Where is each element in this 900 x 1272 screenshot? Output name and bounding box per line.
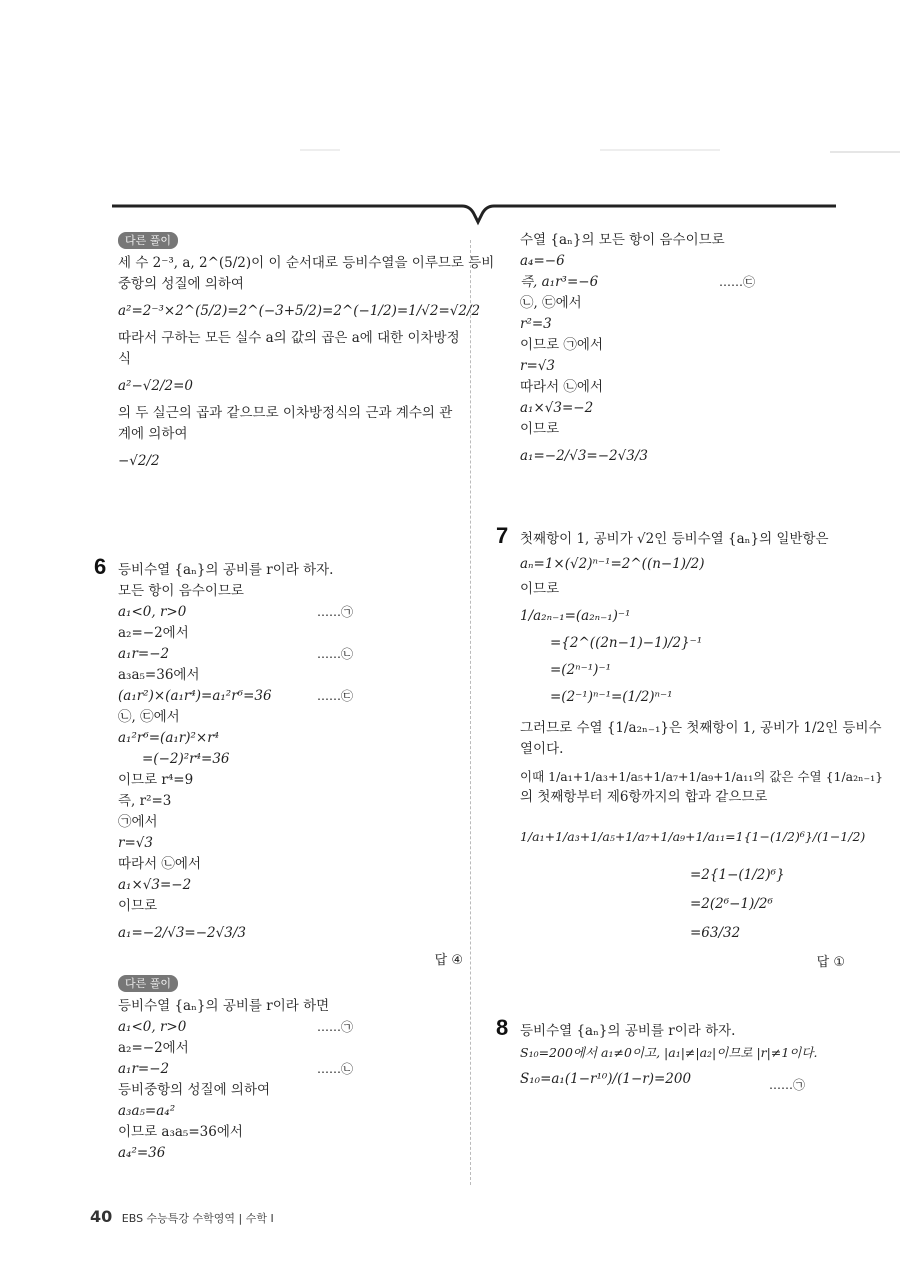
formula-line: a₁<0, r>0	[118, 604, 187, 620]
ref-mark: ……㉡	[316, 1062, 353, 1076]
text-line: 그러므로 수열 {1/a₂ₙ₋₁}은 첫째항이 1, 공비가 1/2인 등비수	[520, 720, 882, 736]
text-line: 따라서 ㉡에서	[118, 856, 201, 872]
alt-solution-2	[118, 973, 463, 1164]
formula-line: a₁²r⁶=(a₁r)²×r⁴	[118, 730, 220, 746]
formula-line: =2(2⁶−1)/2⁶	[690, 896, 773, 912]
formula-line: a₁r=−2	[118, 646, 170, 662]
text-line: 첫째항이 1, 공비가 √2인 등비수열 {aₙ}의 일반항은	[520, 531, 829, 547]
text-line: 이므로	[520, 581, 560, 597]
formula-line: 1/a₁+1/a₃+1/a₅+1/a₇+1/a₉+1/a₁₁=1{1−(1/2)⁶}/(1−1/2)	[520, 829, 866, 844]
formula-line: =2{1−(1/2)⁶}	[690, 867, 785, 883]
answer-label: 답 ①	[816, 955, 845, 970]
formula-line: r=√3	[520, 358, 555, 374]
formula-line: =63/32	[690, 925, 741, 941]
text-line: 따라서 ㉡에서	[520, 379, 603, 395]
text-line: 계에 의하여	[118, 426, 188, 442]
ref-mark: ……㉡	[316, 647, 353, 661]
formula-line: 1/a₂ₙ₋₁=(a₂ₙ₋₁)⁻¹	[520, 608, 631, 624]
formula-line: r²=3	[520, 316, 552, 332]
text-line: 의 두 실근의 곱과 같으므로 이차방정식의 근과 계수의 관	[118, 405, 453, 421]
right-column	[496, 230, 884, 1096]
text-line: 등비수열 {aₙ}의 공비를 r이라 하면	[118, 998, 330, 1014]
ref-mark: ……㉠	[316, 1020, 353, 1034]
problem-number: 8	[496, 1015, 509, 1040]
formula-line: a₁<0, r>0	[118, 1019, 187, 1035]
text-line: 이므로	[118, 898, 158, 914]
column-divider	[470, 240, 471, 1185]
text-line: 등비수열 {aₙ}의 공비를 r이라 하자.	[520, 1023, 736, 1039]
text-line: 식	[118, 351, 132, 367]
problem-8	[496, 1015, 865, 1092]
formula-line: a₄=−6	[520, 253, 565, 269]
alt-solution-tag: 다른 풀이	[118, 975, 178, 992]
text-line: a₃a₅=36에서	[118, 667, 200, 683]
formula-line: =(2⁻¹)ⁿ⁻¹=(1/2)ⁿ⁻¹	[550, 689, 673, 705]
text-line: 모든 항이 음수이므로	[118, 583, 244, 599]
footer-text: EBS 수능특강 수학영역 | 수학 Ⅰ	[121, 1212, 274, 1225]
formula-line: =(2ⁿ⁻¹)⁻¹	[550, 662, 611, 678]
formula-line: S₁₀=a₁(1−r¹⁰)/(1−r)=200	[520, 1071, 692, 1087]
formula-line: a₃a₅=a₄²	[118, 1103, 176, 1119]
page-footer	[90, 1207, 274, 1226]
formula-line: a₁r=−2	[118, 1061, 170, 1077]
page-number: 40	[90, 1207, 113, 1226]
text-line: 열이다.	[520, 741, 564, 757]
formula-line: a₄²=36	[118, 1145, 166, 1161]
alt-solution-tag: 다른 풀이	[118, 232, 178, 249]
ref-mark: ……㉠	[768, 1078, 805, 1092]
formula-line: a²−√2/2=0	[118, 378, 194, 394]
header-rule	[0, 0, 900, 230]
text-line: 등비중항의 성질에 의하여	[118, 1082, 271, 1098]
text-line: a₂=−2에서	[118, 1040, 189, 1056]
formula-line: a²=2⁻³×2^(5/2)=2^(−3+5/2)=2^(−1/2)=1/√2=√2/2	[118, 303, 481, 319]
problem-6	[94, 554, 463, 971]
formula-line: (a₁r²)×(a₁r⁴)=a₁²r⁶=36	[118, 688, 272, 704]
text-line: 등비수열 {aₙ}의 공비를 r이라 하자.	[118, 562, 334, 578]
answer-label: 답 ④	[434, 953, 463, 968]
text-line: ㉠에서	[118, 814, 158, 830]
formula-line: −√2/2	[118, 453, 160, 469]
formula-line: a₁×√3=−2	[118, 877, 192, 893]
alt-solution-1	[118, 230, 495, 472]
ref-mark: ……㉢	[316, 689, 353, 703]
text-line: 따라서 구하는 모든 실수 a의 값의 곱은 a에 대한 이차방정	[118, 330, 460, 346]
formula-line: ={2^((2n−1)−1)/2}⁻¹	[550, 635, 703, 651]
formula-line: =(−2)²r⁴=36	[142, 751, 230, 767]
left-column	[94, 230, 495, 1164]
formula-line: S₁₀=200에서 a₁≠0이고, |a₁|≠|a₂|이므로 |r|≠1이다.	[520, 1045, 818, 1060]
problem-number: 6	[94, 554, 107, 579]
continued-solution	[520, 230, 865, 467]
text-line: ㉡, ㉢에서	[520, 295, 582, 311]
problem-number: 7	[496, 523, 509, 548]
problem-7	[496, 523, 884, 973]
text-line: 즉, r²=3	[118, 793, 172, 809]
formula-line: 즉, a₁r³=−6	[520, 274, 599, 290]
formula-line: a₁=−2/√3=−2√3/3	[118, 925, 246, 941]
formula-line: a₁×√3=−2	[520, 400, 594, 416]
ref-mark: ……㉠	[316, 605, 353, 619]
text-line: 수열 {aₙ}의 모든 항이 음수이므로	[520, 232, 725, 248]
text-line: a₂=−2에서	[118, 625, 189, 641]
formula-line: aₙ=1×(√2)ⁿ⁻¹=2^((n−1)/2)	[520, 556, 705, 572]
text-line: 세 수 2⁻³, a, 2^(5/2)이 이 순서대로 등비수열을 이루므로 등비	[118, 255, 495, 271]
text-line: 중항의 성질에 의하여	[118, 276, 244, 292]
text-line: 이므로 r⁴=9	[118, 772, 194, 788]
formula-line: r=√3	[118, 835, 153, 851]
text-line: 이므로 ㉠에서	[520, 337, 603, 353]
text-line: 의 첫째항부터 제6항까지의 합과 같으므로	[520, 789, 768, 805]
text-line: 이므로 a₃a₅=36에서	[118, 1124, 243, 1140]
ref-mark: ……㉢	[718, 275, 755, 289]
formula-line: a₁=−2/√3=−2√3/3	[520, 448, 648, 464]
text-line: ㉡, ㉢에서	[118, 709, 180, 725]
text-line: 이때 1/a₁+1/a₃+1/a₅+1/a₇+1/a₉+1/a₁₁의 값은 수열 {1/a₂ₙ₋₁}	[520, 769, 884, 784]
text-line: 이므로	[520, 421, 560, 437]
